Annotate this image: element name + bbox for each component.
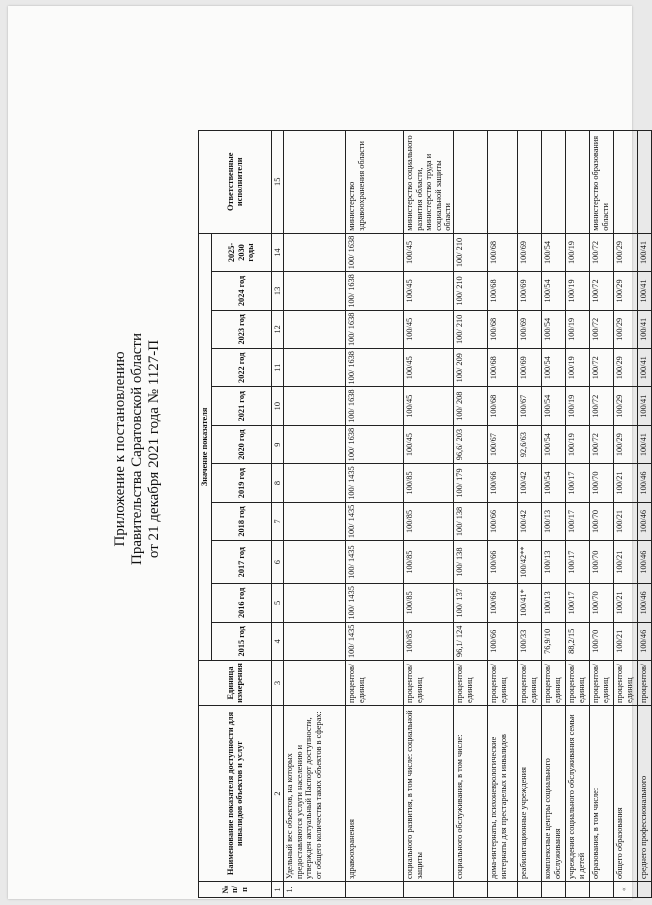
value-cell xyxy=(284,502,346,540)
column-number: 4 xyxy=(272,622,284,660)
value-cell: 100/69 xyxy=(518,310,542,348)
column-number: 13 xyxy=(272,272,284,310)
table-row xyxy=(614,130,638,897)
value-cell: 100/70 xyxy=(590,502,614,540)
value-cell xyxy=(284,233,346,271)
row-number xyxy=(542,882,566,898)
unit-cell: процентов/ единиц xyxy=(518,661,542,706)
value-cell xyxy=(284,584,346,622)
value-cell: 100/66 xyxy=(488,502,518,540)
value-cell: 100/17 xyxy=(566,502,590,540)
header-year: 2024 год xyxy=(212,272,272,310)
indicator-name: социального развития, в том числе: социальной защиты xyxy=(404,706,454,882)
unit-cell xyxy=(284,661,346,706)
header-year: 2016 год xyxy=(212,584,272,622)
row-number xyxy=(346,882,404,898)
value-cell: 100/66 xyxy=(488,622,518,660)
value-cell: 100/41* xyxy=(518,584,542,622)
value-cell: 100/54 xyxy=(542,272,566,310)
caption-line-1: Приложение к постановлению xyxy=(112,351,128,547)
value-cell: 100/29 xyxy=(614,233,638,271)
value-cell: 100/41 xyxy=(638,272,652,310)
value-cell: 100/70 xyxy=(590,584,614,622)
unit-cell: процентов/ единиц xyxy=(404,661,454,706)
value-cell: 100/85 xyxy=(404,622,454,660)
value-cell: 100/ 1638 xyxy=(346,272,404,310)
header-year: 2015 год xyxy=(212,622,272,660)
value-cell: 100/ 138 xyxy=(454,502,488,540)
value-cell: 100/19 xyxy=(566,425,590,463)
value-cell: 100/13 xyxy=(542,584,566,622)
indicator-name: здравоохранения xyxy=(346,706,404,882)
value-cell: 100/70 xyxy=(590,541,614,584)
indicator-name: среднего профессионального xyxy=(638,706,652,882)
column-number: 14 xyxy=(272,233,284,271)
row-number xyxy=(404,882,454,898)
responsible-cell: министерство здравоохранения области xyxy=(346,130,404,233)
value-cell: 100/41 xyxy=(638,387,652,425)
value-cell xyxy=(284,310,346,348)
row-number xyxy=(590,882,614,898)
table-row xyxy=(404,130,454,897)
column-number: 8 xyxy=(272,464,284,502)
value-cell: 100/19 xyxy=(566,349,590,387)
value-cell: 100/ 1435 xyxy=(346,502,404,540)
value-cell: 100/68 xyxy=(488,387,518,425)
value-cell: 100/45 xyxy=(404,387,454,425)
value-cell: 100/ 1638 xyxy=(346,233,404,271)
value-cell: 100/46 xyxy=(638,584,652,622)
value-cell: 100/42 xyxy=(518,464,542,502)
value-cell: 100/42 xyxy=(518,502,542,540)
table-row xyxy=(346,130,404,897)
indicator-name: дома-интернаты, психоневрологические интернаты для престарелых и инвалидов xyxy=(488,706,518,882)
value-cell: 100/17 xyxy=(566,584,590,622)
responsible-cell xyxy=(614,130,638,233)
table-row xyxy=(566,130,590,897)
value-cell: 100/13 xyxy=(542,502,566,540)
value-cell: 100/ 210 xyxy=(454,310,488,348)
value-cell: 100/ 1638 xyxy=(346,425,404,463)
document-page xyxy=(8,6,649,899)
value-cell: 100/ 138 xyxy=(454,541,488,584)
value-cell: 100/85 xyxy=(404,464,454,502)
value-cell: 100/72 xyxy=(590,425,614,463)
header-row-1 xyxy=(199,130,212,897)
table-row xyxy=(590,130,614,897)
column-number: 3 xyxy=(272,661,284,706)
value-cell: 100/33 xyxy=(518,622,542,660)
value-cell: 100/41 xyxy=(638,310,652,348)
value-cell: 100/68 xyxy=(488,310,518,348)
header-year: 2023 год xyxy=(212,310,272,348)
value-cell: 100/54 xyxy=(542,464,566,502)
column-number: 11 xyxy=(272,349,284,387)
value-cell: 100/68 xyxy=(488,272,518,310)
value-cell: 100/13 xyxy=(542,541,566,584)
column-number: 7 xyxy=(272,502,284,540)
header-year: 2022 год xyxy=(212,349,272,387)
column-number: 1 xyxy=(272,882,284,898)
value-cell: 100/69 xyxy=(518,233,542,271)
value-cell: 100/29 xyxy=(614,349,638,387)
column-number: 6 xyxy=(272,541,284,584)
value-cell xyxy=(284,387,346,425)
value-cell: 100/85 xyxy=(404,502,454,540)
value-cell: 100/19 xyxy=(566,272,590,310)
value-cell: 100/72 xyxy=(590,387,614,425)
value-cell: 100/66 xyxy=(488,584,518,622)
value-cell: 100/85 xyxy=(404,541,454,584)
column-number: 10 xyxy=(272,387,284,425)
value-cell: 100/ 1435 xyxy=(346,464,404,502)
value-cell: 100/67 xyxy=(488,425,518,463)
value-cell xyxy=(284,425,346,463)
row-number xyxy=(454,882,488,898)
value-cell xyxy=(284,464,346,502)
value-cell: 100/ 210 xyxy=(454,272,488,310)
column-number: 9 xyxy=(272,425,284,463)
unit-cell: процентов/ единиц xyxy=(346,661,404,706)
table-row xyxy=(488,130,518,897)
value-cell: 96,6/ 203 xyxy=(454,425,488,463)
responsible-cell xyxy=(638,130,652,233)
caption-line-2: Правительства Саратовской области xyxy=(129,332,145,566)
value-cell: 100/45 xyxy=(404,233,454,271)
indicator-name: учреждения социального обслуживания семьи и детей xyxy=(566,706,590,882)
value-cell: 100/70 xyxy=(590,622,614,660)
value-cell: 100/46 xyxy=(638,464,652,502)
value-cell: 100/29 xyxy=(614,310,638,348)
value-cell: 100/ 1435 xyxy=(346,584,404,622)
unit-cell: процентов/ единиц xyxy=(590,661,614,706)
indicator-name: реабилитационные учреждения xyxy=(518,706,542,882)
appendix-caption xyxy=(112,69,163,829)
value-cell: 100/72 xyxy=(590,310,614,348)
header-responsible: Ответственные исполнители xyxy=(199,130,272,233)
value-cell: 100/ 137 xyxy=(454,584,488,622)
value-cell: 100/85 xyxy=(404,584,454,622)
row-number: 1. xyxy=(284,882,346,898)
value-cell: 100/ 1435 xyxy=(346,541,404,584)
responsible-cell xyxy=(566,130,590,233)
value-cell xyxy=(284,349,346,387)
responsible-cell: министерство социального развития области, министерство труда и социальной защиты области xyxy=(404,130,454,233)
responsible-cell: министерство образования области xyxy=(590,130,614,233)
value-cell: 100/ 210 xyxy=(454,233,488,271)
table-row xyxy=(638,130,652,897)
value-cell: 100/70 xyxy=(590,464,614,502)
responsible-cell xyxy=(488,130,518,233)
table-row xyxy=(542,130,566,897)
value-cell: 88,2/15 xyxy=(566,622,590,660)
value-cell: 100/45 xyxy=(404,425,454,463)
unit-cell: процентов/ единиц xyxy=(542,661,566,706)
value-cell: 100/21 xyxy=(614,502,638,540)
value-cell: 100/29 xyxy=(614,272,638,310)
header-year: 2018 год xyxy=(212,502,272,540)
value-cell: 100/54 xyxy=(542,349,566,387)
header-year: 2020 год xyxy=(212,425,272,463)
value-cell: 100/46 xyxy=(638,622,652,660)
value-cell: 96,1/ 124 xyxy=(454,622,488,660)
value-cell: 100/45 xyxy=(404,310,454,348)
value-cell: 100/21 xyxy=(614,584,638,622)
value-cell: 100/45 xyxy=(404,272,454,310)
unit-cell: процентов/ единиц xyxy=(566,661,590,706)
value-cell: 100/54 xyxy=(542,233,566,271)
value-cell: 100/29 xyxy=(614,387,638,425)
table-row xyxy=(284,130,346,897)
value-cell: 100/46 xyxy=(638,541,652,584)
value-cell: 100/17 xyxy=(566,464,590,502)
value-cell: 100/ 1435 xyxy=(346,622,404,660)
row-number xyxy=(638,882,652,898)
value-cell: 100/ 1638 xyxy=(346,310,404,348)
header-values-group: Значение показателя xyxy=(199,233,212,660)
value-cell: 100/69 xyxy=(518,272,542,310)
value-cell: 100/66 xyxy=(488,464,518,502)
value-cell xyxy=(284,622,346,660)
indicator-name: общего образования xyxy=(614,706,638,882)
responsible-cell xyxy=(454,130,488,233)
responsible-cell xyxy=(542,130,566,233)
indicators-table xyxy=(198,130,652,898)
indicator-name: образования, в том числе: xyxy=(590,706,614,882)
value-cell: 100/69 xyxy=(518,349,542,387)
value-cell: 100/ 179 xyxy=(454,464,488,502)
header-year: 2025-2030 годы xyxy=(212,233,272,271)
header-year: 2017 год xyxy=(212,541,272,584)
indicator-name: социального обслуживания, в том числе: xyxy=(454,706,488,882)
header-year: 2021 год xyxy=(212,387,272,425)
value-cell: 100/68 xyxy=(488,349,518,387)
indicator-name: комплексные центры социального обслуживания xyxy=(542,706,566,882)
table-row xyxy=(518,130,542,897)
value-cell: 100/72 xyxy=(590,349,614,387)
value-cell: 100/ 208 xyxy=(454,387,488,425)
column-number: 2 xyxy=(272,706,284,882)
rotated-landscape-content xyxy=(8,6,649,899)
value-cell: 92,6/63 xyxy=(518,425,542,463)
unit-cell: процентов/ xyxy=(638,661,652,706)
column-numbers-row xyxy=(272,130,284,897)
row-number xyxy=(566,882,590,898)
value-cell: 100/19 xyxy=(566,310,590,348)
header-num: № п/п xyxy=(199,882,272,898)
value-cell: 100/17 xyxy=(566,541,590,584)
value-cell: 76,9/10 xyxy=(542,622,566,660)
value-cell: 100/19 xyxy=(566,233,590,271)
row-number xyxy=(518,882,542,898)
value-cell: 100/21 xyxy=(614,622,638,660)
unit-cell: процентов/ единиц xyxy=(454,661,488,706)
value-cell: 100/ 209 xyxy=(454,349,488,387)
value-cell: 100/41 xyxy=(638,425,652,463)
value-cell: 100/45 xyxy=(404,349,454,387)
header-name: Наименование показателя доступности для инвалидов объектов и услуг xyxy=(199,706,272,882)
responsible-cell xyxy=(518,130,542,233)
value-cell: 100/ 1638 xyxy=(346,349,404,387)
value-cell: 100/54 xyxy=(542,425,566,463)
value-cell: 100/72 xyxy=(590,233,614,271)
value-cell: 100/66 xyxy=(488,541,518,584)
value-cell: 100/41 xyxy=(638,233,652,271)
header-unit: Единица измерения xyxy=(199,661,272,706)
value-cell: 100/67 xyxy=(518,387,542,425)
value-cell: 100/72 xyxy=(590,272,614,310)
value-cell: 100/21 xyxy=(614,541,638,584)
header-year: 2019 год xyxy=(212,464,272,502)
corner-mark: « xyxy=(620,887,628,891)
column-number: 5 xyxy=(272,584,284,622)
value-cell: 100/54 xyxy=(542,310,566,348)
value-cell: 100/19 xyxy=(566,387,590,425)
value-cell: 100/41 xyxy=(638,349,652,387)
value-cell: 100/42** xyxy=(518,541,542,584)
row-number xyxy=(488,882,518,898)
value-cell: 100/54 xyxy=(542,387,566,425)
responsible-cell xyxy=(284,130,346,233)
indicator-name: Удельный вес объектов, на которых предоставляются услуги населению и утвержден актуальный Паспорт доступности, от общего количества таких объектов в сферах: xyxy=(284,706,346,882)
value-cell: 100/ 1638 xyxy=(346,387,404,425)
value-cell xyxy=(284,541,346,584)
column-number: 15 xyxy=(272,130,284,233)
value-cell: 100/46 xyxy=(638,502,652,540)
column-number: 12 xyxy=(272,310,284,348)
value-cell: 100/21 xyxy=(614,464,638,502)
value-cell xyxy=(284,272,346,310)
unit-cell: процентов/ единиц xyxy=(488,661,518,706)
unit-cell: процентов/ единиц xyxy=(614,661,638,706)
value-cell: 100/68 xyxy=(488,233,518,271)
table-row xyxy=(454,130,488,897)
value-cell: 100/29 xyxy=(614,425,638,463)
caption-line-3: от 21 декабря 2021 года № 1127-П xyxy=(146,339,162,559)
